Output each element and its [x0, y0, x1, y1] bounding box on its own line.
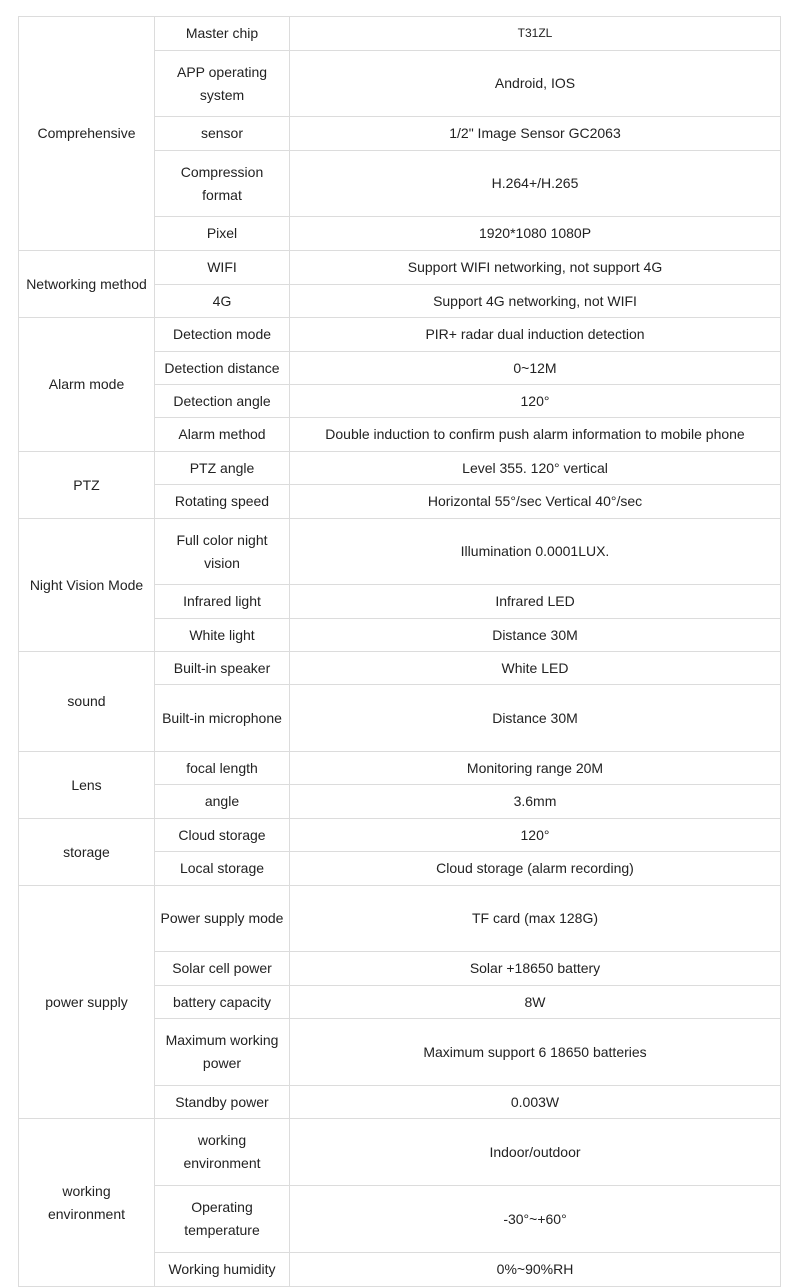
param-cell: angle	[155, 785, 290, 819]
param-cell: Detection mode	[155, 318, 290, 352]
value-cell: T31ZL	[290, 17, 781, 51]
table-row	[19, 318, 781, 352]
param-cell: Built-in microphone	[155, 685, 290, 752]
param-cell: Solar cell power	[155, 952, 290, 986]
param-cell: Full color night vision	[155, 519, 290, 585]
value-cell: 8W	[290, 986, 781, 1019]
category-cell: Night Vision Mode	[19, 519, 155, 652]
table-row	[19, 519, 781, 585]
param-cell: Operating temperature	[155, 1186, 290, 1253]
value-cell: 1920*1080 1080P	[290, 217, 781, 251]
param-cell: Working humidity	[155, 1253, 290, 1287]
param-cell: Power supply mode	[155, 886, 290, 952]
spec-table	[18, 16, 781, 1287]
value-cell: H.264+/H.265	[290, 151, 781, 217]
value-cell: Distance 30M	[290, 619, 781, 652]
param-cell: battery capacity	[155, 986, 290, 1019]
value-cell: 120°	[290, 819, 781, 852]
table-row	[19, 17, 781, 51]
param-cell: working environment	[155, 1119, 290, 1186]
value-cell: Solar +18650 battery	[290, 952, 781, 986]
param-cell: sensor	[155, 117, 290, 151]
param-cell: WIFI	[155, 251, 290, 285]
param-cell: Master chip	[155, 17, 290, 51]
param-cell: Infrared light	[155, 585, 290, 619]
value-cell: 1/2" Image Sensor GC2063	[290, 117, 781, 151]
value-cell: Double induction to confirm push alarm information to mobile phone	[290, 418, 781, 452]
param-cell: APP operating system	[155, 51, 290, 117]
category-cell: working environment	[19, 1119, 155, 1287]
value-cell: Level 355. 120° vertical	[290, 452, 781, 485]
category-cell: Alarm mode	[19, 318, 155, 452]
value-cell: Distance 30M	[290, 685, 781, 752]
category-cell: Comprehensive	[19, 17, 155, 251]
table-row	[19, 251, 781, 285]
value-cell: 0~12M	[290, 352, 781, 385]
category-cell: sound	[19, 652, 155, 752]
param-cell: Maximum working power	[155, 1019, 290, 1086]
table-row	[19, 1119, 781, 1186]
table-row	[19, 452, 781, 485]
value-cell: Indoor/outdoor	[290, 1119, 781, 1186]
param-cell: 4G	[155, 285, 290, 318]
table-row	[19, 652, 781, 685]
table-row	[19, 752, 781, 785]
param-cell: PTZ angle	[155, 452, 290, 485]
param-cell: Built-in speaker	[155, 652, 290, 685]
param-cell: Pixel	[155, 217, 290, 251]
category-cell: Networking method	[19, 251, 155, 318]
value-cell: TF card (max 128G)	[290, 886, 781, 952]
value-cell: Horizontal 55°/sec Vertical 40°/sec	[290, 485, 781, 519]
value-cell: 120°	[290, 385, 781, 418]
category-cell: PTZ	[19, 452, 155, 519]
value-cell: Infrared LED	[290, 585, 781, 619]
param-cell: Detection distance	[155, 352, 290, 385]
value-cell: Support 4G networking, not WIFI	[290, 285, 781, 318]
table-row	[19, 886, 781, 952]
value-cell: Maximum support 6 18650 batteries	[290, 1019, 781, 1086]
param-cell: Cloud storage	[155, 819, 290, 852]
value-cell: -30°~+60°	[290, 1186, 781, 1253]
table-row	[19, 819, 781, 852]
category-cell: Lens	[19, 752, 155, 819]
value-cell: 0.003W	[290, 1086, 781, 1119]
param-cell: Detection angle	[155, 385, 290, 418]
value-cell: 0%~90%RH	[290, 1253, 781, 1287]
param-cell: focal length	[155, 752, 290, 785]
param-cell: Standby power	[155, 1086, 290, 1119]
param-cell: Local storage	[155, 852, 290, 886]
value-cell: PIR+ radar dual induction detection	[290, 318, 781, 352]
param-cell: White light	[155, 619, 290, 652]
value-cell: 3.6mm	[290, 785, 781, 819]
param-cell: Rotating speed	[155, 485, 290, 519]
category-cell: power supply	[19, 886, 155, 1119]
value-cell: Illumination 0.0001LUX.	[290, 519, 781, 585]
value-cell: Android, IOS	[290, 51, 781, 117]
value-cell: Support WIFI networking, not support 4G	[290, 251, 781, 285]
category-cell: storage	[19, 819, 155, 886]
param-cell: Compression format	[155, 151, 290, 217]
value-cell: Monitoring range 20M	[290, 752, 781, 785]
param-cell: Alarm method	[155, 418, 290, 452]
value-cell: White LED	[290, 652, 781, 685]
value-cell: Cloud storage (alarm recording)	[290, 852, 781, 886]
